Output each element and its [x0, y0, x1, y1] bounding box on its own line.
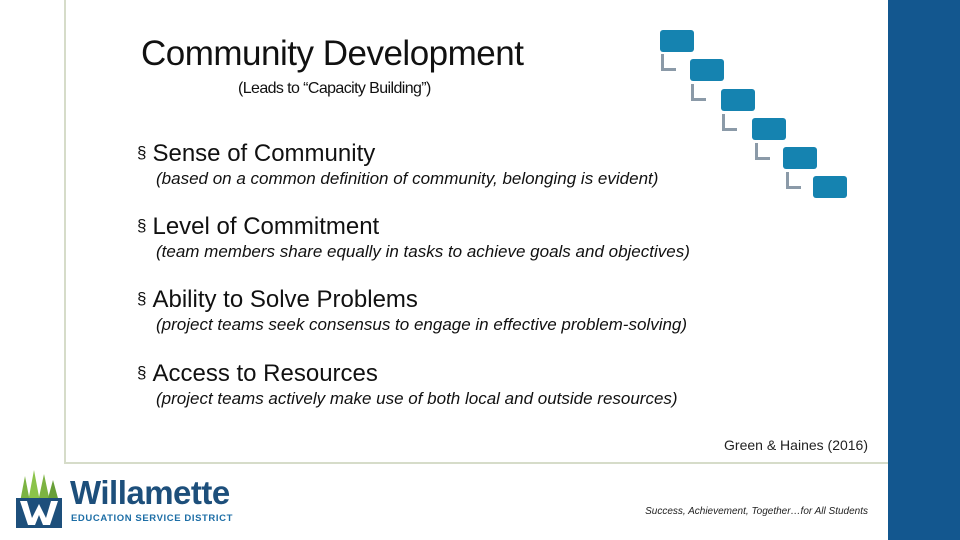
bullet-level-of-commitment — [137, 213, 690, 262]
footer-divider — [64, 462, 960, 464]
bullet-heading: Access to Resources — [152, 360, 378, 387]
slide-subtitle: (Leads to “Capacity Building”) — [238, 80, 431, 97]
bullet-marker: § — [137, 289, 147, 308]
left-divider — [64, 0, 66, 462]
bullet-marker: § — [137, 143, 147, 162]
bullet-heading: Ability to Solve Problems — [152, 286, 418, 313]
bullet-note: (project teams seek consensus to engage in effective problem-solving) — [156, 315, 688, 334]
citation: Green & Haines (2016) — [724, 437, 868, 453]
logo-subtitle: EDUCATION SERVICE DISTRICT — [71, 513, 233, 524]
slide-title: Community Development — [141, 34, 524, 73]
bullet-sense-of-community — [137, 140, 658, 189]
bullet-ability-to-solve-problems — [137, 286, 687, 335]
bullet-note: (project teams actively make use of both local and outside resources) — [156, 389, 678, 408]
bullet-heading: Level of Commitment — [152, 213, 380, 240]
bullet-access-to-resources — [137, 360, 678, 409]
footer-tagline: Success, Achievement, Together…for All Students — [645, 506, 868, 517]
bullet-marker: § — [137, 363, 147, 382]
logo-wordmark: Willamette — [70, 474, 230, 511]
right-accent-band — [888, 0, 960, 540]
bullet-heading: Sense of Community — [152, 140, 376, 167]
bullet-note: (team members share equally in tasks to achieve goals and objectives) — [156, 242, 690, 261]
willamette-trees-w-icon — [16, 468, 62, 528]
willamette-esd-logo — [16, 468, 256, 528]
bullet-note: (based on a common definition of community, belonging is evident) — [156, 169, 659, 188]
bullet-marker: § — [137, 216, 147, 235]
staircase-steps-icon — [655, 28, 855, 203]
